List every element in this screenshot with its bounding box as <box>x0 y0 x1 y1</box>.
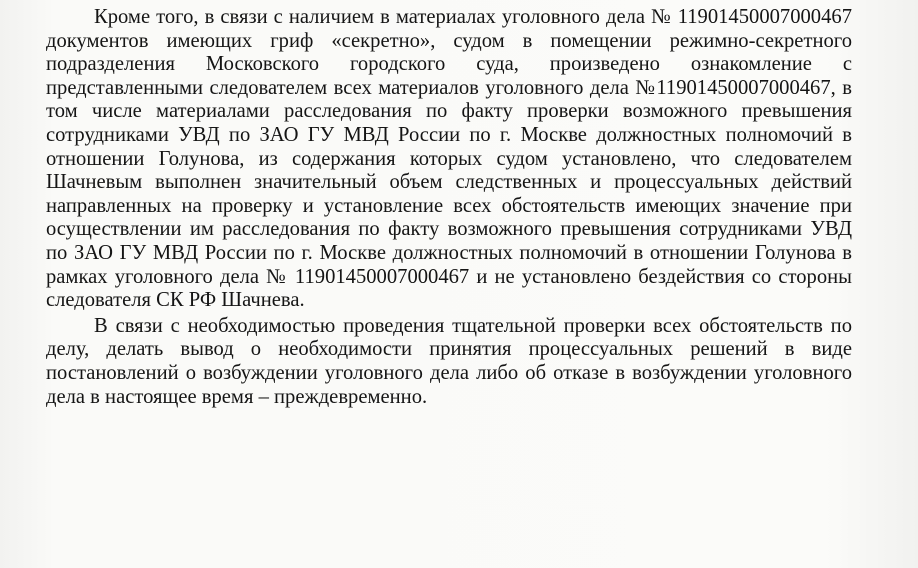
paragraph-1: Кроме того, в связи с наличием в материалах уголовного дела № 11901450007000467 документов имеющих гриф «секретно», судом в помещении режимно-секретного подразделения Московского городского суда, произведено ознакомление с представленными следователем всех материалов уголовного дела №11901450007000467, в том числе материалами расследования по факту проверки возможного превышения сотрудниками УВД по ЗАО ГУ МВД России по г. Москве должностных полномочий в отношении Голунова, из содержания которых судом установлено, что следователем Шачневым выполнен значительный объем следственных и процессуальных действий направленных на проверку и установление всех обстоятельств имеющих значение при осуществлении им расследования по факту возможного превышения сотрудниками УВД по ЗАО ГУ МВД России по г. Москве должностных полномочий в отношении Голунова в рамках уголовного дела № 11901450007000467 и не установлено бездействия со стороны следователя СК РФ Шачнева. <box>46 6 852 312</box>
paragraph-2: В связи с необходимостью проведения тщательной проверки всех обстоятельств по делу, делать вывод о необходимости принятия процессуальных решений в виде постановлений о возбуждении уголовного дела либо об отказе в возбуждении уголовного дела в настоящее время – преждевременно. <box>46 314 852 408</box>
document-body <box>46 6 852 409</box>
